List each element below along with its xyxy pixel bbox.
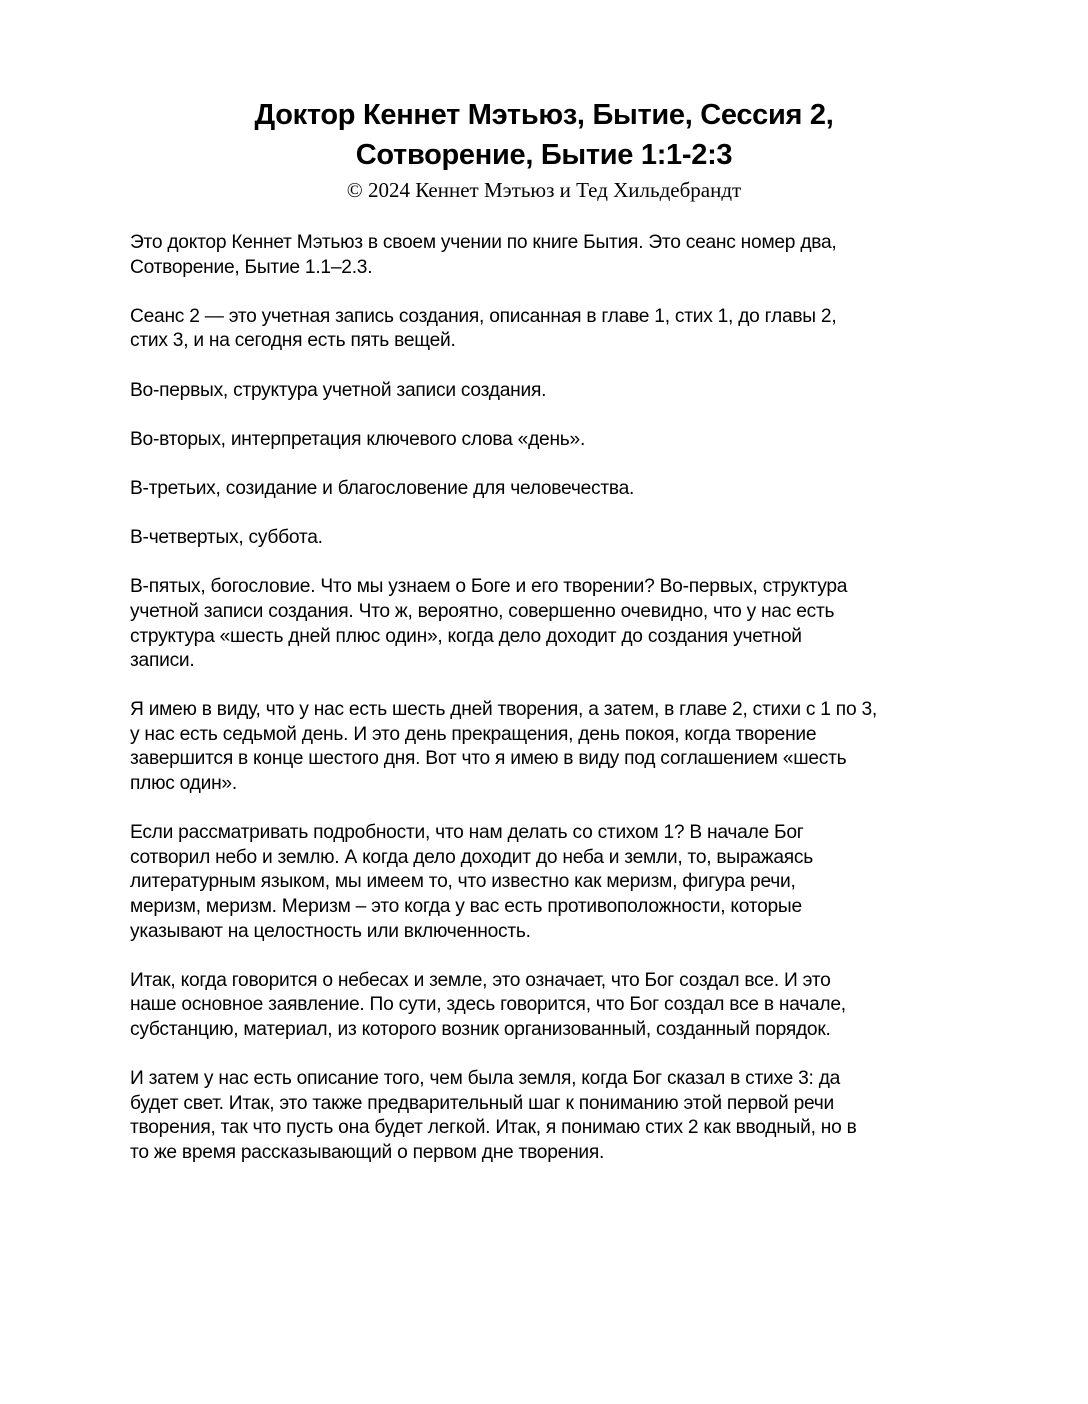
title-line-2: Сотворение, Бытие 1:1-2:3 xyxy=(355,139,733,171)
paragraph-line: Я имею в виду, что у нас есть шесть дней творения, а затем, в главе 2, стихи с 1 по 3, xyxy=(130,699,877,721)
paragraph xyxy=(130,477,980,502)
paragraph-line: завершится в конце шестого дня. Вот что я имею в виду под соглашением «шесть xyxy=(130,748,847,770)
paragraph xyxy=(130,575,980,673)
paragraph-line: В-третьих, созидание и благословение для человечества. xyxy=(130,477,635,499)
paragraph-line: субстанцию, материал, из которого возник организованный, созданный порядок. xyxy=(130,1019,831,1040)
paragraph xyxy=(130,428,980,453)
paragraph-line: структура «шесть дней плюс один», когда дело доходит до создания учетной xyxy=(130,625,802,647)
paragraph-line: будет свет. Итак, это также предварительный шаг к пониманию этой первой речи xyxy=(130,1092,834,1114)
paragraph xyxy=(130,379,980,404)
paragraph-line: Это доктор Кеннет Мэтьюз в своем учении по книге Бытия. Это сеанс номер два, xyxy=(130,232,837,253)
copyright-line: © 2024 Кеннет Мэтьюз и Тед Хильдебрандт xyxy=(346,178,742,202)
paragraph xyxy=(130,305,980,354)
paragraph-line: сотворил небо и землю. А когда дело доходит до неба и земли, то, выражаясь xyxy=(130,846,813,868)
paragraph-line: меризм, меризм. Меризм – это когда у вас есть противоположности, которые xyxy=(130,896,802,918)
paragraph-line: И затем у нас есть описание того, чем была земля, когда Бог сказал в стихе 3: да xyxy=(130,1068,841,1090)
paragraph-line: указывают на целостность или включенность. xyxy=(130,920,531,942)
paragraph-line: В-пятых, богословие. Что мы узнаем о Боге и его творении? Во-первых, структура xyxy=(130,576,848,598)
paragraph-line: литературным языком, мы имеем то, что известно как меризм, фигура речи, xyxy=(130,871,796,893)
paragraph-line: плюс один». xyxy=(130,773,237,795)
title-block xyxy=(0,95,1088,204)
paragraph-line: стих 3, и на сегодня есть пять вещей. xyxy=(130,330,456,352)
paragraph-line: учетной записи создания. Что ж, вероятно, совершенно очевидно, что у нас есть xyxy=(130,600,835,622)
paragraph-line: записи. xyxy=(130,650,195,672)
paragraph-line: творения, так что пусть она будет легкой. Итак, я понимаю стих 2 как вводный, но в xyxy=(130,1117,857,1139)
paragraph xyxy=(130,231,980,280)
paragraph-line: Во-первых, структура учетной записи создания. xyxy=(130,379,547,401)
paragraph-line: Во-вторых, интерпретация ключевого слова «день». xyxy=(130,428,586,450)
paragraph-line: Если рассматривать подробности, что нам делать со стихом 1? В начале Бог xyxy=(130,822,804,844)
paragraph xyxy=(130,526,980,551)
paragraph-line: наше основное заявление. По сути, здесь говорится, что Бог создал все в начале, xyxy=(130,994,846,1016)
paragraph-line: у нас есть седьмой день. И это день прекращения, день покоя, когда творение xyxy=(130,723,817,745)
paragraph-line: то же время рассказывающий о первом дне творения. xyxy=(130,1141,605,1163)
paragraph-line: В-четвертых, суббота. xyxy=(130,527,323,549)
paragraph xyxy=(130,969,980,1043)
paragraph-line: Итак, когда говорится о небесах и земле, это означает, что Бог создал все. И это xyxy=(130,969,831,991)
body-text xyxy=(130,231,980,1190)
paragraph-line: Сотворение, Бытие 1.1–2.3. xyxy=(130,256,373,278)
paragraph xyxy=(130,1067,980,1165)
paragraph xyxy=(130,698,980,796)
title-line-1: Доктор Кеннет Мэтьюз, Бытие, Сессия 2, xyxy=(254,99,834,131)
document-title xyxy=(0,95,1088,175)
paragraph xyxy=(130,821,980,944)
paragraph-line: Сеанс 2 — это учетная запись создания, описанная в главе 1, стих 1, до главы 2, xyxy=(130,305,837,327)
